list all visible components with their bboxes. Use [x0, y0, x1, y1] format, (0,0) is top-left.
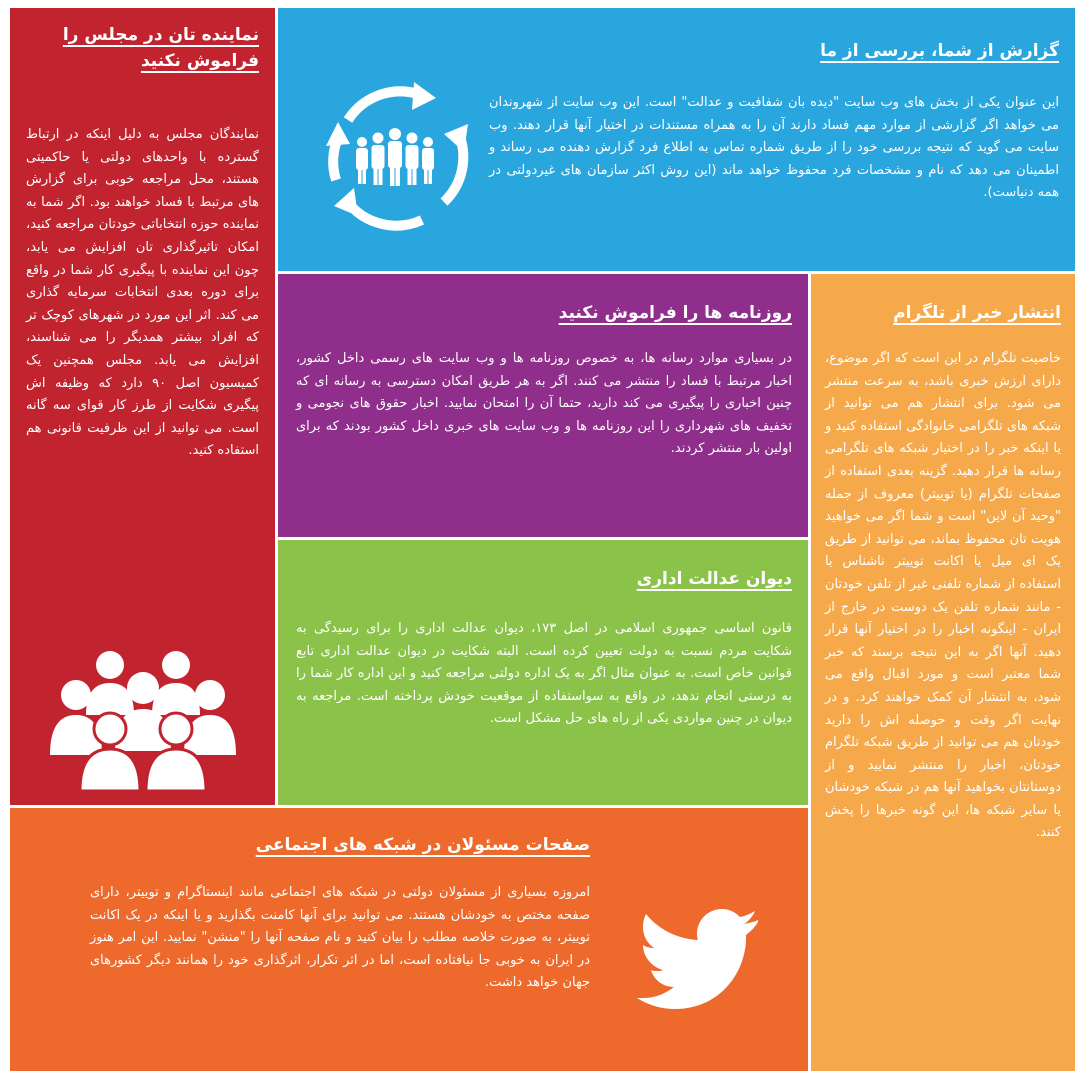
people-cycle-icon: [318, 76, 478, 236]
court-body: قانون اساسی جمهوری اسلامی در اصل ۱۷۳، دیوان عدالت اداری را برای رسیدگی به شکایت مردم نسبت به دولت تعیین کرده است. البته شکایت در دیوان عدالت اداری تابع قوانین خاص است. به عنوان مثال اگر به یک اداره دولتی مراجعه کنید و این اداره کار شما را به درستی انجام ندهد، در واقع به سواستفاده از موقعیت خودش پرداخته است. مراجعه به دیوان در چنین مواردی یکی از راه های حل مشکل است.: [296, 621, 792, 727]
group-people-icon: [48, 643, 238, 793]
representatives-title: نماینده تان در مجلس را فراموش نکنید: [62, 25, 259, 72]
panel-social: [10, 808, 808, 1071]
press-title: روزنامه ها را فراموش نکنید: [558, 303, 792, 323]
twitter-bird-icon: [630, 900, 770, 1020]
press-body: در بسیاری موارد رسانه ها، به خصوص روزنامه ها و وب سایت های رسمی داخل کشور، اخبار مرتبط با فساد را منتشر می کنند. اگر به هر طریق امکان دسترسی به رسانه ای که چنین اخباری را پیگیری می کند دارید، حتما آن را امتحان نمایید. اخبار حقوق های نجومی و تخفیف های شهرداری را این روزنامه ها و وب سایت های خبری داخل کشور بودند که برای اولین بار منتشر کردند.: [296, 351, 792, 457]
panel-report: [278, 8, 1075, 271]
report-body: این عنوان یکی از بخش های وب سایت "دیده بان شفافیت و عدالت" است. این وب سایت از شهروندان می خواهد اگر گزارشی از موارد مهم فساد دارند آن را به همراه مستندات در اختیار آنها قرار دهند. وب سایت می گوید که نتیجه بررسی خود را از طریق شماره تماس به اطلاع فرد گزارش دهنده می رساند و اطمینان می دهد که نام و مشخصات فرد محفوظ خواهد ماند (این روش اکثر سازمان های غیردولتی در همه دنیاست).: [489, 95, 1059, 201]
panel-press: [278, 274, 808, 537]
social-body: امروزه بسیاری از مسئولان دولتی در شبکه های اجتماعی مانند اینستاگرام و توییتر، دارای صفحه مختص به خودشان هستند. می توانید برای آنها کامنت بگذارید و یا اینکه در یک اکانت توییتر، به صورت خلاصه مطلب را بیان کنید و نام صفحه آنها را "منشن" نمایید. این امر هنوز در ایران به خوبی جا نیافتاده است، اما در اثر تکرار، اثرگذاری خود را همانند دیگر کشورهای جهان خواهد داشت.: [90, 885, 590, 991]
report-title: گزارش از شما، بررسی از ما: [820, 41, 1059, 61]
representatives-body: نمایندگان مجلس به دلیل اینکه در ارتباط گسترده با واحدهای دولتی یا حاکمیتی هستند، محل مراجعه خوبی برای گزارش های مرتبط با فساد خواهند بود. اگر شما به نماینده حوزه انتخاباتی خودتان مراجعه کنید، امکان تاثیرگذاری تان افزایش می یابد، چون این نماینده با پیگیری کار شما در واقع برای دوره بعدی انتخابات سرمایه گذاری می کند. اثر این مورد در شهرهای کوچک تر که افراد بیشتر همدیگر را می شناسند، افزایش می یابد. مجلس همچنین یک کمیسیون اصل ۹۰ دارد که وظیفه اش پیگیری شکایت از طرز کار قوای سه گانه است. می توانید از این ظرفیت قانونی هم استفاده کنید.: [26, 127, 260, 459]
panel-representatives: [10, 8, 275, 805]
social-title: صفحات مسئولان در شبکه های اجتماعی: [255, 835, 590, 855]
panel-telegram: [811, 274, 1075, 1071]
telegram-body: خاصیت تلگرام در این است که اگر موضوع، دارای ارزش خبری باشد، به سرعت منتشر می شود. برای انتشار هم می توانید از شبکه های تلگرامی خانوادگی استفاده کنید و یا اینکه خبر را در اختیار شبکه های تلگرامی رسانه ها قرار دهید. گزینه بعدی استفاده از صفحات تلگرام (یا توییتر) معروف از جمله "وحید آن لاین" است و شما اگر می خواهید هویت تان محفوظ بماند، می توانید از طریق یک ای میل یا اکانت توییتر ناشناس یا استفاده از شماره تلفنی غیر از تلفن خودتان - مانند شماره تلفن یک دوست در خارج از ایران - اینگونه اخبار را در اختیار آنها قرار دهید. آنها اگر به این نتیجه برسند که خبر شما معتبر است و مورد اقبال واقع می شود، به انتشار آن کمک خواهند کرد. و در نهایت اگر وقت و حوصله اش را دارید خودتان هم می توانید از طریق شبکه تلگرام خودتان، اخبار را منتشر نمایید و از دوستانتان بخواهید آنها هم در شبکه خودشان یا سایر شبکه ها، این گونه خبرها را پخش کنند.: [825, 351, 1061, 841]
telegram-title: انتشار خبر از تلگرام: [893, 303, 1061, 323]
panel-court: [278, 540, 808, 805]
court-title: دیوان عدالت اداری: [636, 569, 792, 589]
